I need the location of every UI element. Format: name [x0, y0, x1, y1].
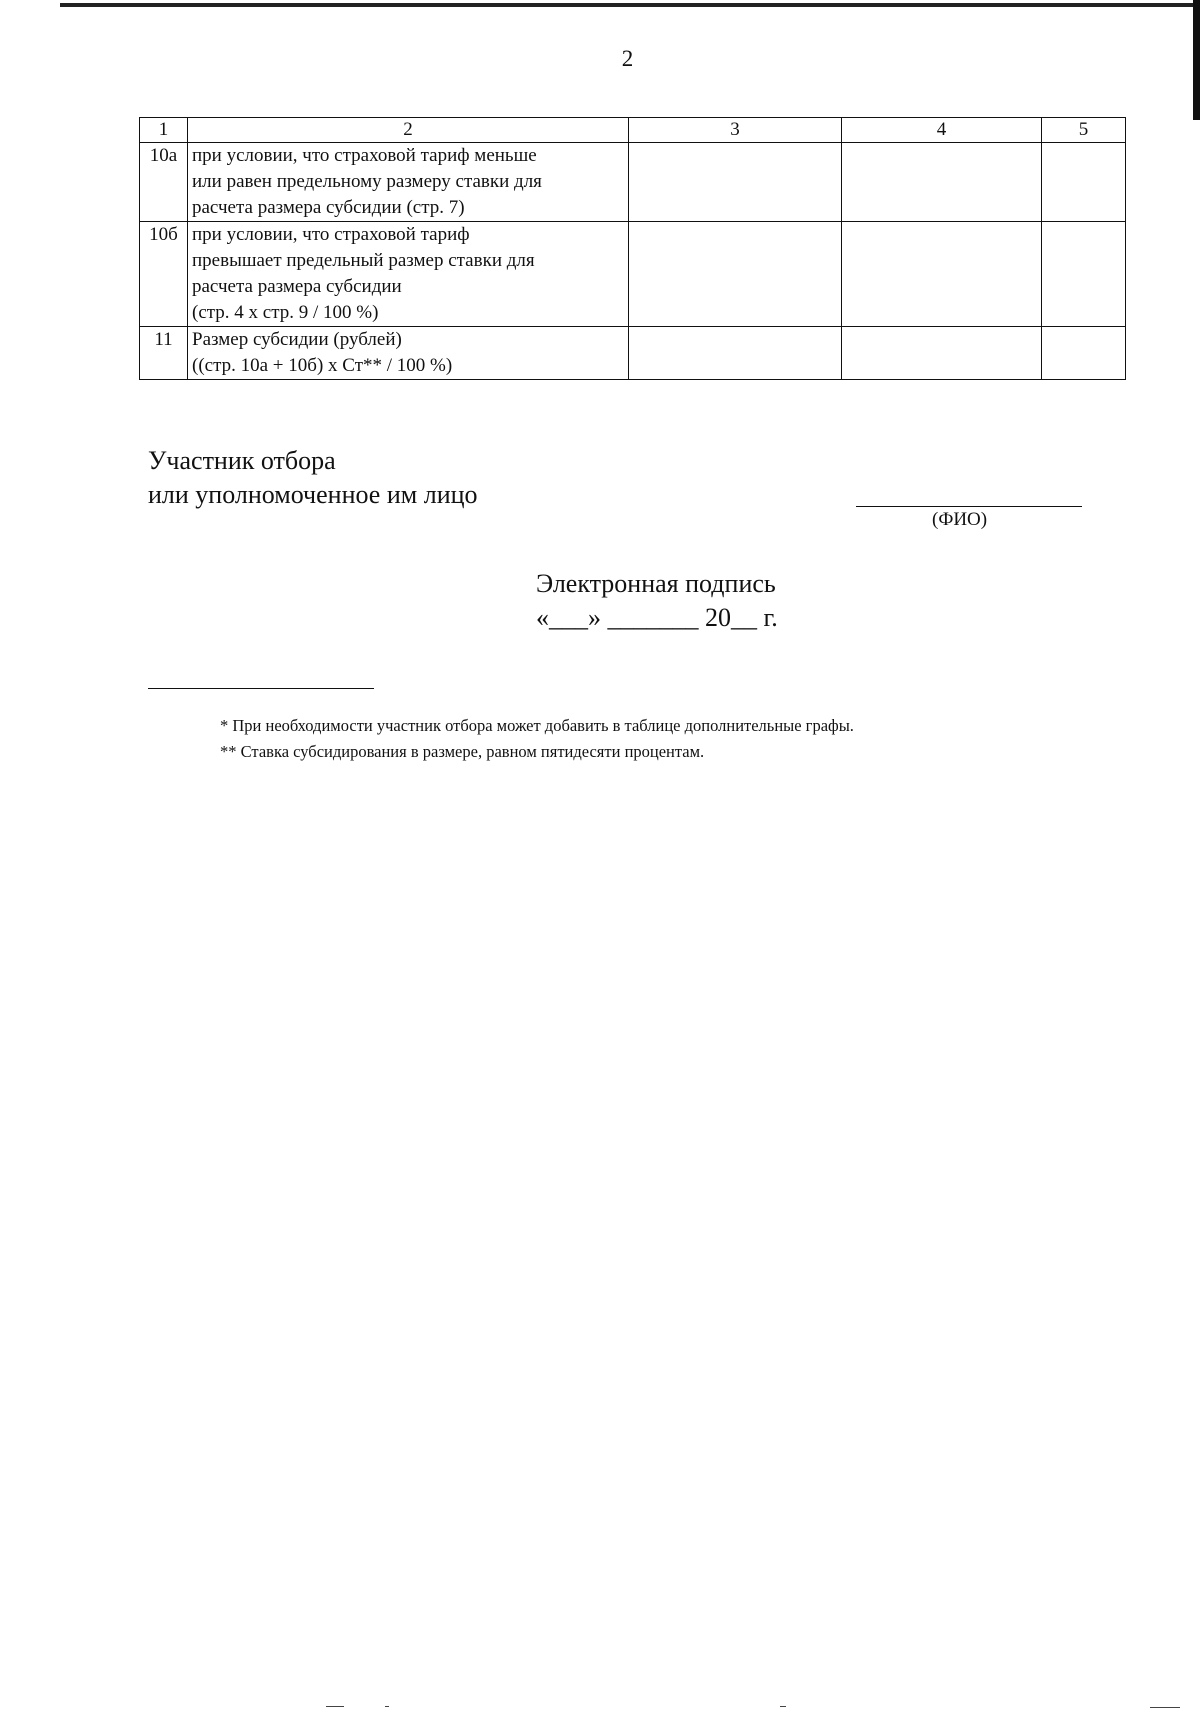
- footnotes: [220, 713, 854, 765]
- row-description: [188, 143, 629, 222]
- header-cell-1: 1: [140, 118, 188, 143]
- row-number: 10б: [140, 222, 188, 327]
- row-description-line: или равен предельному размеру ставки для: [192, 171, 542, 192]
- row-number: 10а: [140, 143, 188, 222]
- row-value-col5: [1042, 327, 1126, 380]
- row-description: [188, 327, 629, 380]
- table-row-10b: [140, 222, 1126, 327]
- header-cell-3: 3: [629, 118, 842, 143]
- row-value-col3: [629, 222, 842, 327]
- signer-title: Участник отбора: [148, 446, 336, 475]
- header-cell-5: 5: [1042, 118, 1126, 143]
- header-cell-2: 2: [188, 118, 629, 143]
- row-value-col4: [842, 222, 1042, 327]
- footnote-separator: [148, 688, 374, 689]
- signature-date-line: «___» _______ 20__ г.: [536, 603, 778, 632]
- row-value-col5: [1042, 143, 1126, 222]
- row-value-col5: [1042, 222, 1126, 327]
- row-description-line: расчета размера субсидии: [192, 276, 402, 297]
- table-row-11: [140, 327, 1126, 380]
- table-header-row: [140, 118, 1126, 143]
- electronic-signature-title: Электронная подпись: [536, 569, 776, 598]
- row-value-col3: [629, 327, 842, 380]
- signer-subtitle: или уполномоченное им лицо: [148, 480, 478, 509]
- table-row-10a: [140, 143, 1126, 222]
- page-number: 2: [621, 46, 634, 71]
- row-number: 11: [140, 327, 188, 380]
- scan-edge-top: [60, 3, 1200, 7]
- row-description-line: расчета размера субсидии (стр. 7): [192, 197, 465, 218]
- row-description-line: Размер субсидии (рублей): [192, 329, 402, 350]
- row-description: [188, 222, 629, 327]
- row-value-col4: [842, 143, 1042, 222]
- subsidy-calculation-table: [139, 117, 1126, 380]
- signer-block: [148, 444, 478, 512]
- row-description-line: превышает предельный размер ставки для: [192, 250, 535, 271]
- footnote-1: * При необходимости участник отбора может добавить в таблице дополнительные графы.: [220, 716, 854, 735]
- row-description-line: при условии, что страховой тариф меньше: [192, 145, 537, 166]
- row-description-line: при условии, что страховой тариф: [192, 224, 470, 245]
- row-description-line: (стр. 4 х стр. 9 / 100 %): [192, 302, 379, 323]
- row-description-line: ((стр. 10а + 10б) х Ст** / 100 %): [192, 355, 453, 376]
- signature-line: [856, 506, 1082, 507]
- row-value-col3: [629, 143, 842, 222]
- header-cell-4: 4: [842, 118, 1042, 143]
- row-value-col4: [842, 327, 1042, 380]
- fio-label: (ФИО): [932, 509, 988, 530]
- footnote-2: ** Ставка субсидирования в размере, равном пятидесяти процентам.: [220, 742, 705, 761]
